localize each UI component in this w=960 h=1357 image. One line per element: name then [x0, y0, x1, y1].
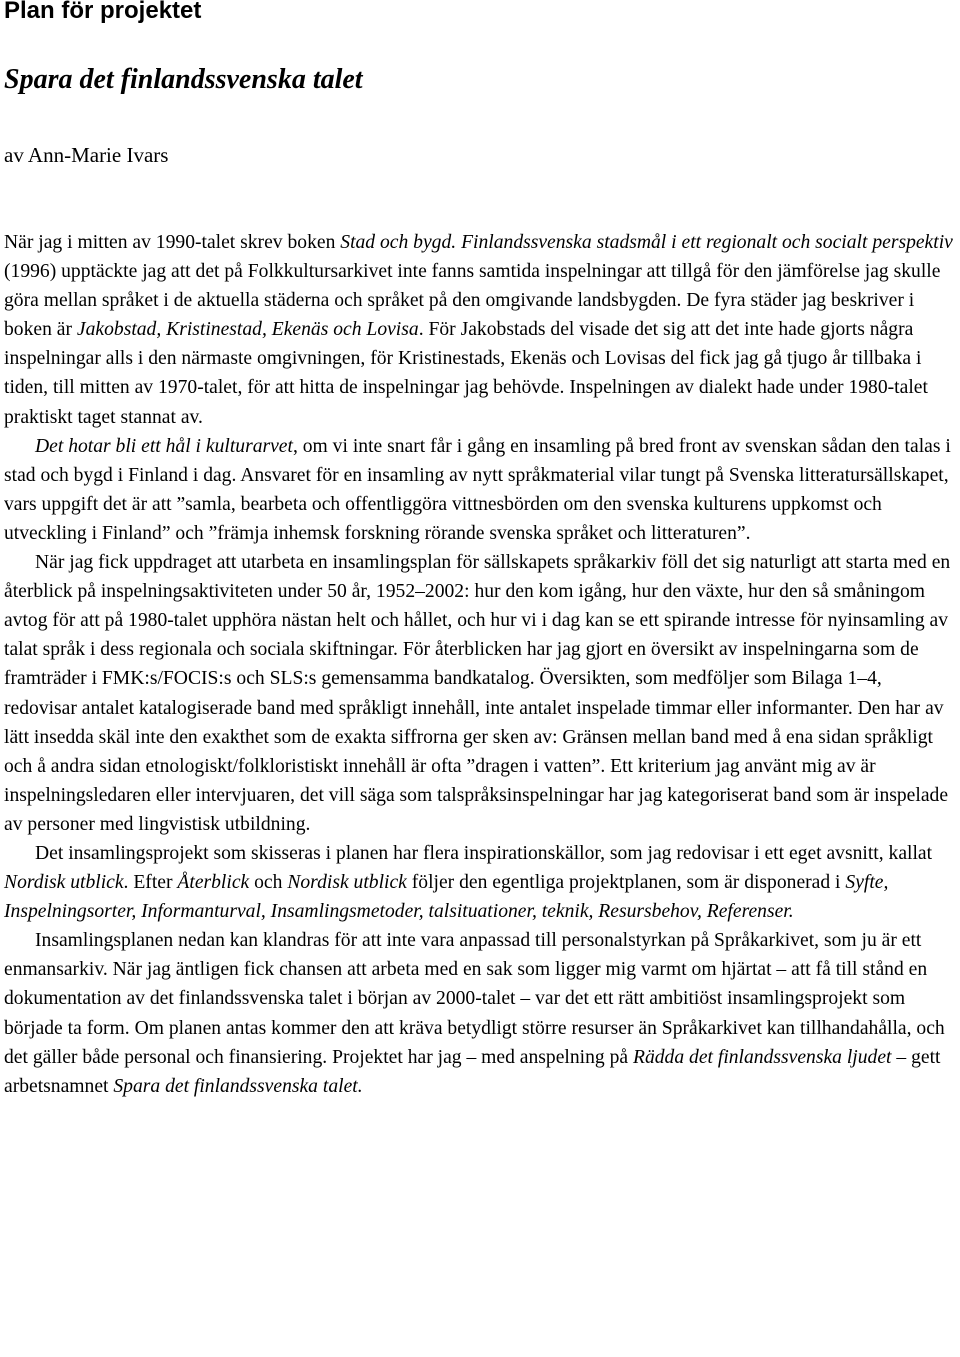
paragraph-4: [4, 839, 958, 926]
paragraph-1-text-c: . För Jakobstads del visade det sig att det inte hade gjorts några inspelningar alls i den närmaste omgivningen, för Kristinestads, Ekenäs och Lovisas del fick jag gå tjugo år tillbaka i tiden, till mitten av 1970-talet, för att hitta de inspelningar jag behövde. Inspelningen av dialekt hade under 1980-talet praktiskt taget stannat av.: [4, 319, 928, 428]
reference-title-radda: Rädda det finlandssvenska ljudet: [632, 1046, 892, 1068]
body-text: [4, 228, 958, 1101]
section-name-aterblick: Återblick: [177, 872, 250, 894]
paragraph-3: När jag fick uppdraget att utarbeta en insamlingsplan för sällskapets språkarkiv föll det sig naturligt att starta med en återblick på inspelningsaktiviteten under 50 år, 1952–2002: hur den kom igång, hur den växte, hur den så småningom avtog för att på 1980-talet upphöra nästan helt och hållet, och hur vi i dag kan se ett spirande intresse för nyinsamling av talat språk i dess regionala och sociala skiftningar. För återblicken har jag gjort en översikt av inspelningarna som de framträder i FMK:s/FOCIS:s och SLS:s gemensamma bandkatalog. Översikten, som medföljer som Bilaga 1–4, redovisar antalet katalogiserade band med språkligt innehåll, inte antalet inspelade timmar eller informanter. Den har av lätt insedda skäl inte den exakthet som de exakta siffrorna ger sken av: Gränsen mellan band med å ena sidan språkligt och å andra sidan etnologiskt/folkloristiskt innehåll är ofta ”dragen i vatten”. Ett kriterium jag använt mig av är inspelningsledaren eller intervjuaren, det vill säga som talspråksinspelningar har jag kategoriserat band som är inspelade av personer med lingvistisk utbildning.: [4, 552, 951, 835]
paragraph-2: [4, 432, 958, 548]
towns-list: Jakobstad, Kristinestad, Ekenäs och Lovisa: [76, 319, 419, 341]
section-list: Syfte, Inspelningsorter, Informanturval, Insamlingsmetoder, talsituationer, teknik, Resursbehov, Referenser.: [4, 872, 889, 923]
book-title-reference: Stad och bygd. Finlandssvenska stadsmål i ett regionalt och socialt perspektiv: [340, 232, 953, 253]
paragraph-1-text-b: (1996) upptäckte jag att det på Folkkultursarkivet inte fanns samtida inspelningar att tillgå för den jämförelse jag skulle göra mellan språket i de aktuella städerna och språket på den omgivande landsbygden. De fyra städer jag beskriver i boken är: [4, 261, 941, 341]
paragraph-5-text-b: – gett arbetsnamnet: [4, 1046, 941, 1097]
paragraph-4-text-a: Det insamlingsprojekt som skisseras i planen har flera inspirationskällor, som jag redovisar i ett eget avsnitt, kallat: [35, 842, 933, 864]
paragraph-5: [4, 926, 958, 1101]
document-author: av Ann-Marie Ivars: [4, 143, 169, 167]
section-name-nordisk-utblick-2: Nordisk utblick: [287, 872, 407, 894]
paragraph-4-text-d: följer den egentliga projektplanen, som är disponerad i: [406, 872, 846, 894]
section-name-nordisk-utblick: Nordisk utblick: [4, 872, 124, 894]
paragraph-1: [4, 228, 958, 432]
paragraph-2-text: , om vi inte snart får i gång en insamling på bred front av svenskan sådan den talas i stad och bygd i Finland i dag. Ansvaret för en insamling av nytt språkmaterial vilar tungt på Svenska litteratursällskapet, vars uppgift det är att ”samla, bearbeta och offentliggöra vittnesbörden om den svenska kulturens uppkomst och utveckling i Finland” och ”främja inhemsk forskning rörande svenska språket och litteraturen”.: [4, 435, 951, 544]
document-title: Plan för projektet: [4, 0, 202, 24]
paragraph-5-text-a: Insamlingsplanen nedan kan klandras för att inte vara anpassad till personalstyrkan på Språkarkivet, som ju är ett enmansarkiv. När jag äntligen fick chansen att arbeta med en sak som ligger mig varmt om hjärtat – att få till stånd en dokumentation av det finlandssvenska talet i början av 2000-talet – var det ett rätt ambitiöst insamlingsprojekt som började ta form. Om planen antas kommer den att kräva betydligt större resurser än Språkarkivet kan tillhandahålla, och det gäller både personal och finansiering. Projektet har jag – med anspelning på: [4, 930, 945, 1068]
paragraph-4-text-b: . Efter: [123, 872, 178, 894]
paragraph-2-emphasis: Det hotar bli ett hål i kulturarvet: [35, 435, 293, 457]
working-title: Spara det finlandssvenska talet.: [113, 1075, 363, 1097]
document-subtitle: Spara det finlandssvenska talet: [4, 64, 363, 95]
paragraph-1-text-a: När jag i mitten av 1990-talet skrev boken: [4, 232, 341, 253]
paragraph-4-text-c: och: [249, 872, 288, 894]
